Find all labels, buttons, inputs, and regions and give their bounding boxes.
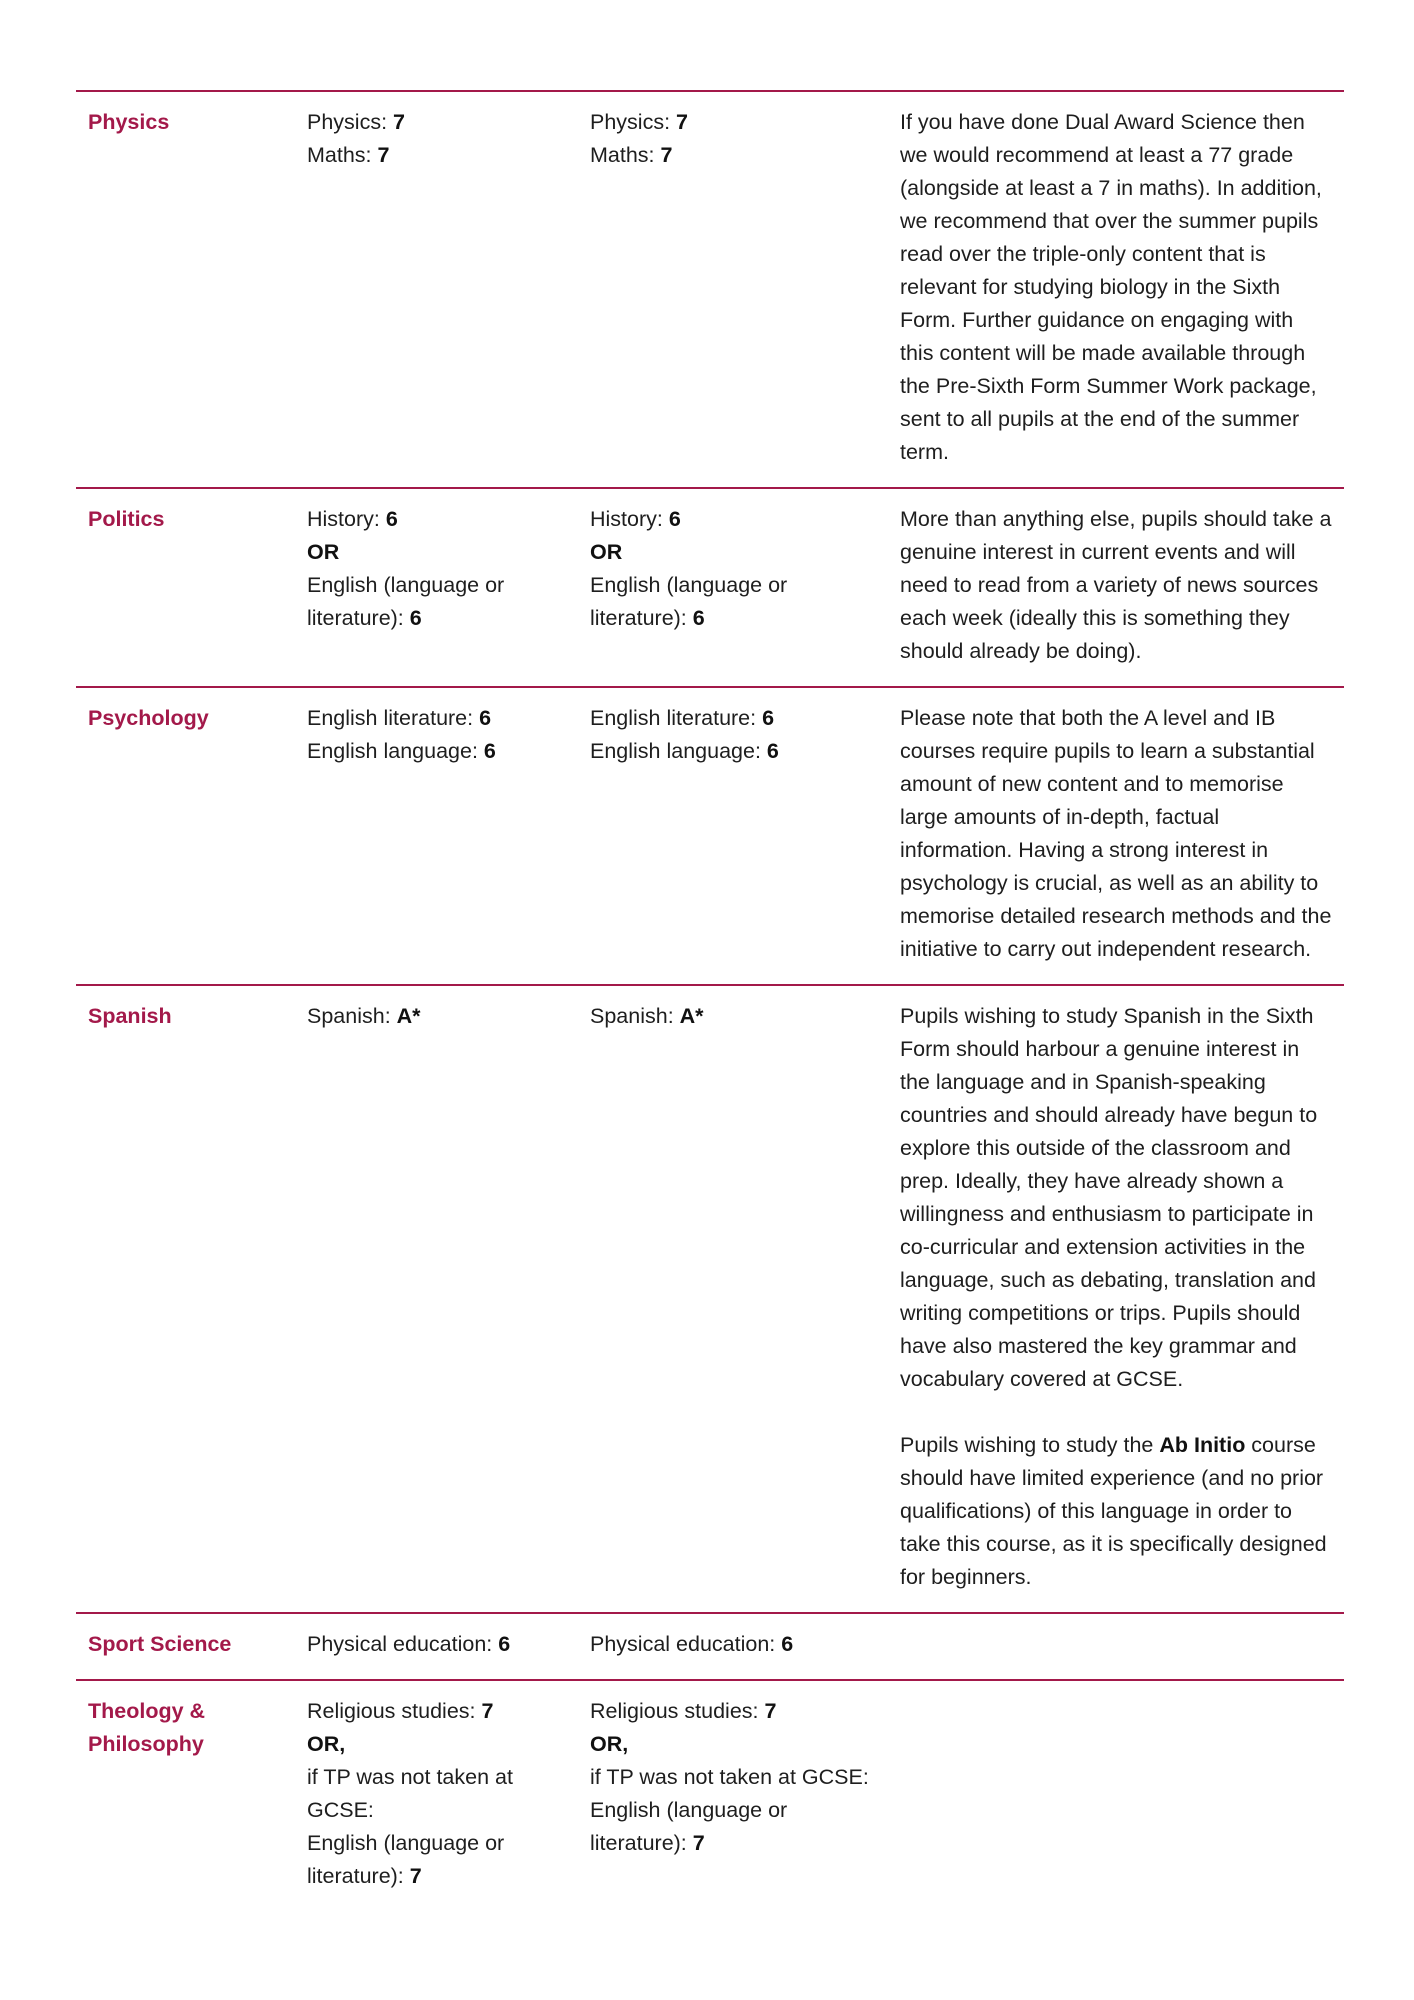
requirement-line: if TP was not taken at GCSE: — [307, 1765, 513, 1822]
requirement-line: Maths: 7 — [590, 143, 673, 167]
subject-name: Spanish — [88, 1004, 172, 1028]
requirement-line: English (language or literature): 7 — [307, 1831, 505, 1888]
requirements-table — [76, 90, 1344, 1911]
subject-notes — [888, 1613, 1344, 1680]
requirement-line: English literature: 6 — [590, 706, 775, 730]
requirement-line: Religious studies: 7 — [307, 1699, 494, 1723]
requirement-line: History: 6 — [590, 507, 681, 531]
ib-requirements — [578, 1613, 888, 1680]
ib-requirements — [578, 687, 888, 985]
requirement-line: Physical education: 6 — [307, 1632, 511, 1656]
alevel-requirements — [295, 1613, 578, 1680]
table-row — [76, 687, 1344, 985]
alevel-requirements — [295, 488, 578, 687]
table-row — [76, 91, 1344, 488]
table-row — [76, 1680, 1344, 1911]
subject-notes: Please note that both the A level and IB courses require pupils to learn a substantial amount of new content and to memorise large amounts of in-depth, factual information. Having a strong interest in psychology is crucial, as well as an ability to memorise detailed research methods and the initiative to carry out independent research. — [900, 706, 1332, 961]
requirement-line: English language: 6 — [590, 739, 779, 763]
subject-notes — [888, 985, 1344, 1613]
ib-requirements — [578, 985, 888, 1613]
table-row — [76, 488, 1344, 687]
requirement-line: Spanish: A* — [590, 1004, 704, 1028]
requirement-line: Spanish: A* — [307, 1004, 421, 1028]
ib-requirements — [578, 1680, 888, 1911]
requirement-line: Physical education: 6 — [590, 1632, 794, 1656]
requirement-line: Maths: 7 — [307, 143, 390, 167]
alevel-requirements — [295, 1680, 578, 1911]
alevel-requirements — [295, 985, 578, 1613]
requirement-line: if TP was not taken at GCSE: — [590, 1765, 869, 1789]
subject-name: Physics — [88, 110, 170, 134]
requirement-line: English (language or literature): 6 — [307, 573, 505, 630]
requirement-line: Physics: 7 — [307, 110, 405, 134]
requirement-line: English (language or literature): 6 — [590, 573, 788, 630]
table-row — [76, 1613, 1344, 1680]
requirement-line: History: 6 — [307, 507, 398, 531]
subject-name: Sport Science — [88, 1632, 232, 1656]
table-row — [76, 985, 1344, 1613]
requirement-line: OR, — [307, 1732, 346, 1756]
notes-paragraph: Pupils wishing to study the Ab Initio course should have limited experience (and no prior qualifications) of this language in order to take this course, as it is specifically designed for beginners. — [900, 1433, 1327, 1589]
ib-requirements — [578, 488, 888, 687]
subject-notes: If you have done Dual Award Science then we would recommend at least a 77 grade (alongside at least a 7 in maths). In addition, we recommend that over the summer pupils read over the triple-only content that is relevant for studying biology in the Sixth Form. Further guidance on engaging with this content will be made available through the Pre-Sixth Form Summer Work package, sent to all pupils at the end of the summer term. — [900, 110, 1322, 464]
subject-notes: More than anything else, pupils should take a genuine interest in current events and will need to read from a variety of news sources each week (ideally this is something they should already be doing). — [900, 507, 1332, 663]
requirement-line: OR — [307, 540, 340, 564]
subject-name: Politics — [88, 507, 165, 531]
subject-name: Psychology — [88, 706, 209, 730]
alevel-requirements — [295, 91, 578, 488]
requirement-line: Religious studies: 7 — [590, 1699, 777, 1723]
subject-name: Theology & Philosophy — [88, 1699, 206, 1756]
requirement-line: OR — [590, 540, 623, 564]
requirement-line: English (language or literature): 7 — [590, 1798, 788, 1855]
paragraph-gap — [900, 1396, 1332, 1429]
requirement-line: OR, — [590, 1732, 629, 1756]
requirement-line: Physics: 7 — [590, 110, 688, 134]
subject-notes — [888, 1680, 1344, 1911]
alevel-requirements — [295, 687, 578, 985]
notes-paragraph: Pupils wishing to study Spanish in the Sixth Form should harbour a genuine interest in the language and in Spanish-speaking countries and should already have begun to explore this outside of the classroom and prep. Ideally, they have already shown a willingness and enthusiasm to participate in co-curricular and extension activities in the language, such as debating, translation and writing competitions or trips. Pupils should have also mastered the key grammar and vocabulary covered at GCSE. — [900, 1004, 1318, 1391]
requirement-line: English literature: 6 — [307, 706, 492, 730]
requirement-line: English language: 6 — [307, 739, 496, 763]
ib-requirements — [578, 91, 888, 488]
